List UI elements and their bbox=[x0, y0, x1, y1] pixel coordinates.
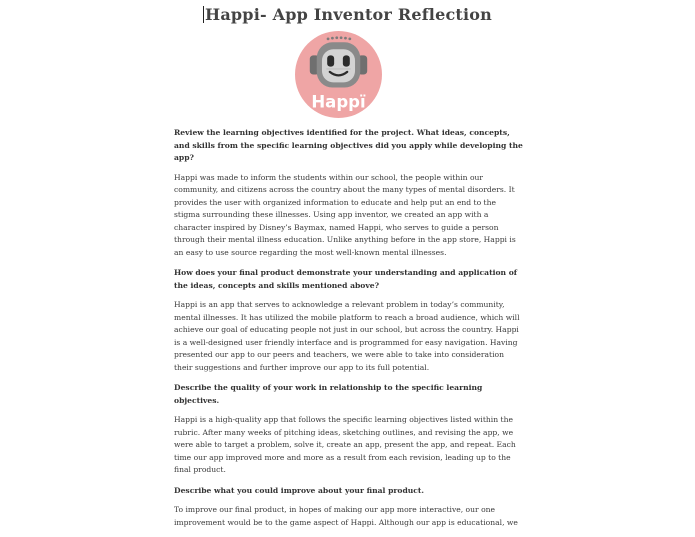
logo-wordmark: Happï bbox=[311, 92, 366, 112]
question-3: Describe the quality of your work in relationship to the specific learning objectives. bbox=[174, 383, 483, 405]
question-2: How does your final product demonstrate your understanding and application of the ideas, concepts and skills mentioned above? bbox=[174, 268, 518, 290]
robot-face-icon bbox=[295, 31, 382, 118]
answer-2: Happi is an app that serves to acknowledge a relevant problem in today’s community, mental illnesses. It has utilized the mobile platform to reach a broad audience, which will achieve our goal of educating people not just in our school, but across the country. Happi is a well-designed user friendly interface and is programmed for easy navigation. Having presented our app to our peers and teachers, we were able to take into consideration their suggestions and further improve our app to its full potential. bbox=[174, 300, 520, 372]
document-body bbox=[174, 127, 524, 537]
question-1: Review the learning objectives identified for the project. What ideas, concepts, and skills from the specific learning objectives did you apply while developing the app? bbox=[174, 128, 523, 162]
answer-4: To improve our final product, in hopes of making our app more interactive, our one improvement would be to the game aspect of Happi. Although our app is educational, we bbox=[174, 505, 518, 527]
question-4: Describe what you could improve about your final product. bbox=[174, 485, 425, 495]
text-cursor bbox=[203, 6, 204, 23]
document-title-text: Happi- App Inventor Reflection bbox=[205, 5, 492, 24]
answer-3: Happi is a high-quality app that follows the specific learning objectives listed within the rubric. After many weeks of pitching ideas, sketching outlines, and revising the app, we were able to target a problem, solve it, create an app, present the app, and repeat. Each time our app improved more and more as a result from each revision, leading up to the final product. bbox=[174, 415, 516, 474]
document-title[interactable] bbox=[0, 5, 695, 24]
answer-1: Happi was made to inform the students within our school, the people within our community, and citizens across the country about the many types of mental disorders. It provides the user with organized information to educate and help put an end to the stigma surrounding these illnesses. Using app inventor, we created an app with a character inspired by Disney’s Baymax, named Happi, who serves to guide a person through their mental illness education. Unlike anything before in the app store, Happi is an easy to use source regarding the most well-known mental illnesses. bbox=[174, 172, 516, 257]
